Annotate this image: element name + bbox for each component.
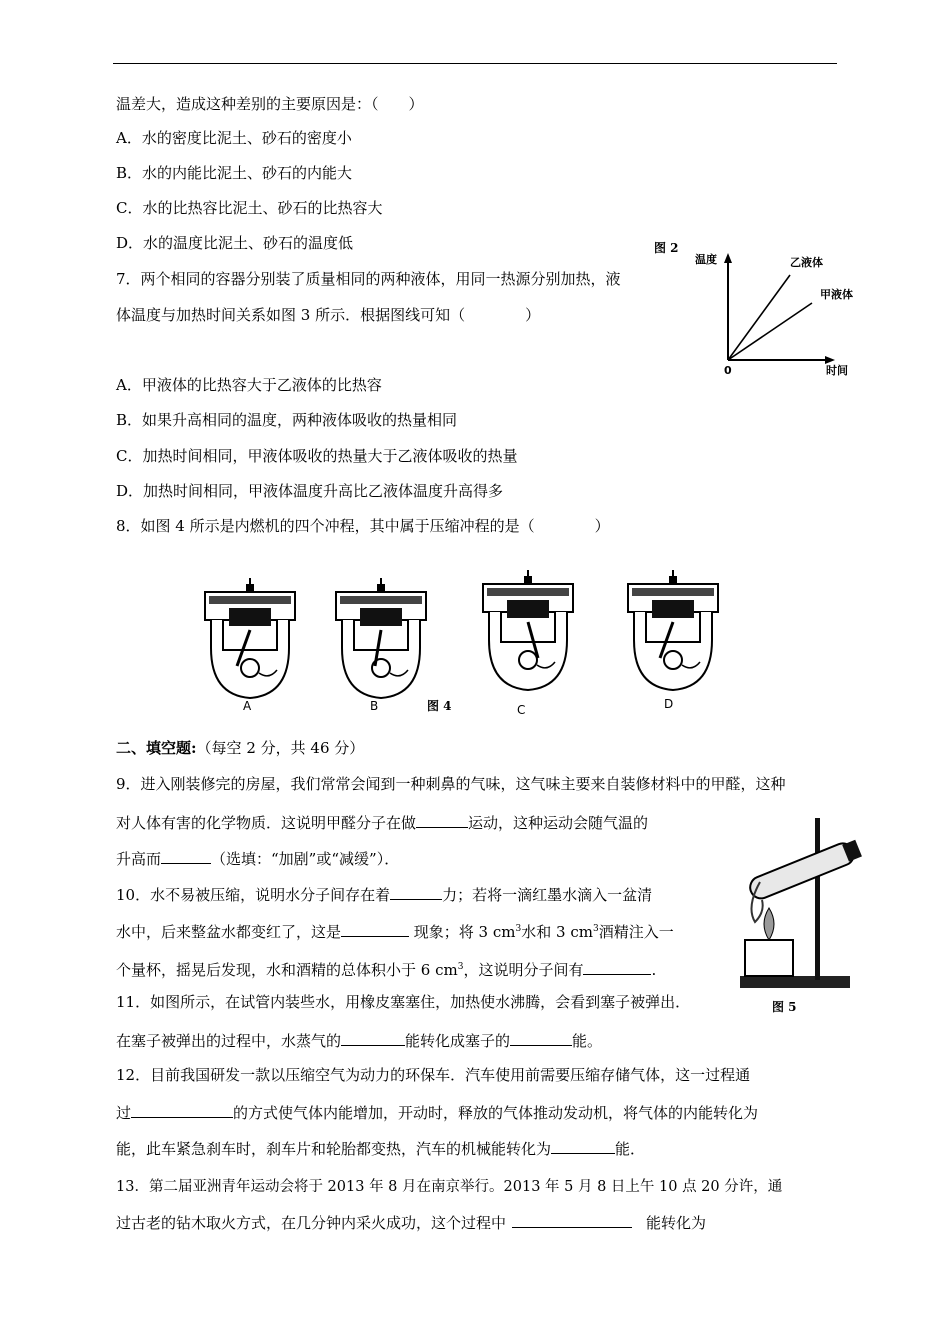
- question-13-line1: 13．第二届亚洲青年运动会将于 2013 年 8 月在南京举行。2013 年 5 月 8 日上午 10 点 20 分许，通: [116, 1179, 783, 1195]
- question-10-line2: [116, 919, 674, 942]
- q12-text-d: 能．: [615, 1140, 646, 1158]
- figure-5-apparatus: [710, 812, 870, 997]
- test-tube: [747, 838, 863, 902]
- q7-option-a: A．甲液体的比热容大于乙液体的比热容: [116, 376, 382, 394]
- q11-text-b: 能转化成塞子的: [405, 1032, 511, 1050]
- q12-text-c: 能，此车紧急刹车时，刹车片和轮胎都变热，汽车的机械能转化为: [116, 1140, 552, 1158]
- superscript-3: 3: [457, 962, 464, 972]
- q10-text-c: 水中，后来整盆水都变红了，这是: [116, 923, 342, 941]
- question-8: 8．如图 4 所示是内燃机的四个冲程，其中属于压缩冲程的是（ ）: [116, 517, 610, 535]
- line-yi: [728, 275, 790, 360]
- question-12-line1: 12．目前我国研发一款以压缩空气为动力的环保车．汽车使用前需要压缩存储气体，这一过程通: [116, 1066, 751, 1084]
- question-9-line3: [116, 848, 399, 869]
- q12-text-b: 的方式使气体内能增加，开动时，释放的气体推动发动机，将气体的内能转化为: [233, 1104, 759, 1122]
- question-10-line3: [116, 957, 656, 980]
- q12-blank-1[interactable]: [131, 1102, 233, 1118]
- question-10-line1: [116, 884, 652, 905]
- q6-option-c: C．水的比热容比泥土、砂石的比热容大: [116, 199, 383, 217]
- q10-text-i: .: [651, 961, 657, 979]
- question-7-line1: 7．两个相同的容器分别装了质量相同的两种液体，用同一热源分别加热，液: [116, 270, 621, 288]
- q10-blank-3[interactable]: [583, 959, 651, 975]
- figure-2-label: 图 2: [654, 241, 679, 255]
- q10-blank-1[interactable]: [390, 884, 442, 900]
- section-2-header: [116, 738, 364, 758]
- q13-text-a: 过古老的钻木取火方式，在几分钟内采火成功，这个过程中: [116, 1214, 507, 1232]
- q10-text-g: 个量杯，摇晃后发现，水和酒精的总体积小于 6 cm: [116, 961, 458, 979]
- figure-4-engines: [195, 552, 735, 722]
- q10-blank-2[interactable]: [341, 921, 409, 937]
- question-9-line1: 9．进入刚装修完的房屋，我们常常会闻到一种刺鼻的气味，这气味主要来自装修材料中的甲醛，这种: [116, 775, 786, 793]
- section-2-note: （每空 2 分，共 46 分）: [196, 739, 365, 757]
- q7-option-b: B．如果升高相同的温度，两种液体吸收的热量相同: [116, 411, 458, 429]
- q9-text-c: 升高而: [116, 850, 162, 868]
- y-axis-label: 温度: [695, 253, 717, 266]
- header-rule: [113, 63, 837, 64]
- q9-text-b: 运动，这种运动会随气温的: [468, 814, 649, 832]
- question-7-line2: 体温度与加热时间关系如图 3 所示．根据图线可知（ ）: [116, 306, 541, 324]
- q10-text-b: 力；若将一滴红墨水滴入一盆清: [442, 886, 653, 904]
- line-jia: [728, 303, 812, 360]
- q9-text-d: （选填：“加剧”或“减缓”）．: [211, 850, 400, 868]
- q12-text-a: 过: [116, 1104, 132, 1122]
- engine-d: [628, 570, 718, 711]
- q13-blank-1[interactable]: [512, 1212, 632, 1228]
- q12-blank-2[interactable]: [551, 1138, 615, 1154]
- stand-rod: [815, 818, 820, 980]
- q11-text-a: 在塞子被弹出的过程中，水蒸气的: [116, 1032, 342, 1050]
- q10-text-f: 酒精注入一: [598, 923, 674, 941]
- engine-a: [205, 578, 295, 713]
- engine-c: [483, 570, 573, 717]
- question-9-line2: [116, 812, 648, 833]
- question-13-line2: [116, 1212, 706, 1233]
- x-axis-label: 时间: [826, 364, 848, 377]
- engine-a-label: A: [243, 699, 252, 713]
- q6-option-a: A．水的密度比泥土、砂石的密度小: [116, 129, 352, 147]
- q11-text-c: 能。: [572, 1032, 603, 1050]
- engine-b-label: B: [370, 699, 379, 713]
- question-12-line2: [116, 1102, 758, 1123]
- q11-blank-1[interactable]: [341, 1030, 405, 1046]
- stand-base: [740, 976, 850, 988]
- q7-option-c: C．加热时间相同，甲液体吸收的热量大于乙液体吸收的热量: [116, 447, 518, 465]
- question-11-line1: 11．如图所示，在试管内装些水，用橡皮塞塞住，加热使水沸腾，会看到塞子被弹出．: [116, 993, 691, 1011]
- q6-option-d: D．水的温度比泥土、砂石的温度低: [116, 234, 354, 252]
- question-11-line2: [116, 1030, 602, 1051]
- q10-text-d: 现象；将 3 cm: [409, 923, 516, 941]
- superscript-3: 3: [592, 924, 599, 934]
- figure-5-label: 图 5: [772, 1000, 797, 1014]
- yi-label: 乙液体: [790, 256, 823, 269]
- q10-text-h: ，这说明分子间有: [463, 961, 584, 979]
- superscript-3: 3: [515, 924, 522, 934]
- q11-blank-2[interactable]: [510, 1030, 572, 1046]
- q10-text-a: 10．水不易被压缩，说明水分子间存在着: [116, 886, 391, 904]
- jia-label: 甲液体: [820, 288, 853, 301]
- q10-text-e: 水和 3 cm: [521, 923, 593, 941]
- figure-2-graph: [690, 245, 865, 380]
- q13-text-b: 能转化为: [646, 1214, 707, 1232]
- question-12-line3: [116, 1138, 645, 1159]
- flame: [764, 908, 774, 940]
- q9-blank-1[interactable]: [416, 812, 468, 828]
- q7-option-d: D．加热时间相同，甲液体温度升高比乙液体温度升高得多: [116, 482, 504, 500]
- burner: [745, 940, 793, 976]
- figure-4-label: 图 4: [427, 699, 452, 713]
- engine-d-label: D: [664, 697, 674, 711]
- q9-blank-2[interactable]: [161, 848, 211, 864]
- engine-b: [336, 578, 426, 713]
- question-6-continuation: 温差大，造成这种差别的主要原因是：（ ）: [116, 95, 424, 113]
- engine-c-label: C: [517, 703, 526, 717]
- section-2-title: 二、填空题:: [116, 739, 197, 757]
- origin-label: 0: [724, 364, 732, 377]
- q6-option-b: B．水的内能比泥土、砂石的内能大: [116, 164, 353, 182]
- q9-text-a: 对人体有害的化学物质．这说明甲醛分子在做: [116, 814, 417, 832]
